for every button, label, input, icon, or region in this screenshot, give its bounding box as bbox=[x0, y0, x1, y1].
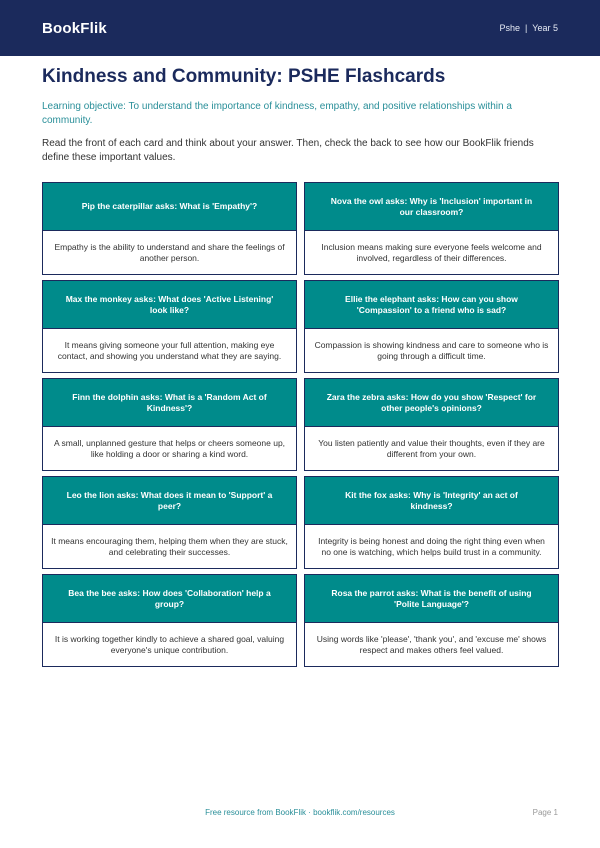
meta-separator: | bbox=[524, 23, 528, 33]
flashcard[interactable] bbox=[304, 280, 559, 373]
flashcard[interactable] bbox=[304, 378, 559, 471]
flashcard[interactable] bbox=[42, 182, 297, 275]
flashcard-back: It is working together kindly to achieve a shared goal, valuing everyone's unique contribution. bbox=[43, 622, 296, 666]
brand-logo[interactable]: BookFlik bbox=[42, 19, 107, 37]
flashcard-back: Compassion is showing kindness and care to someone who is going through a difficult time. bbox=[305, 328, 558, 372]
footer-resource-link[interactable]: Free resource from BookFlik · bookflik.com/resources bbox=[205, 808, 395, 817]
subject-year-meta bbox=[499, 23, 558, 33]
flashcard-back: Inclusion means making sure everyone feels welcome and involved, regardless of their differences. bbox=[305, 230, 558, 274]
flashcard-front: Finn the dolphin asks: What is a 'Random Act of Kindness'? bbox=[43, 379, 296, 426]
flashcard-front: Max the monkey asks: What does 'Active Listening' look like? bbox=[43, 281, 296, 328]
flashcard-front: Bea the bee asks: How does 'Collaboration' help a group? bbox=[43, 575, 296, 622]
learning-objective: Learning objective: To understand the importance of kindness, empathy, and positive relationships within a community. bbox=[42, 101, 512, 126]
top-bar bbox=[0, 0, 600, 56]
flashcard-front: Ellie the elephant asks: How can you show 'Compassion' to a friend who is sad? bbox=[305, 281, 558, 328]
flashcard[interactable] bbox=[42, 574, 297, 667]
flashcard-front: Rosa the parrot asks: What is the benefit of using 'Polite Language'? bbox=[305, 575, 558, 622]
flashcard-front: Pip the caterpillar asks: What is 'Empathy'? bbox=[43, 183, 296, 230]
flashcard-back: It means giving someone your full attention, making eye contact, and showing you understand what they are saying. bbox=[43, 328, 296, 372]
flashcard[interactable] bbox=[304, 476, 559, 569]
flashcard[interactable] bbox=[42, 476, 297, 569]
flashcard-back: You listen patiently and value their thoughts, even if they are different from your own. bbox=[305, 426, 558, 470]
flashcard-back: A small, unplanned gesture that helps or cheers someone up, like holding a door or sharing a kind word. bbox=[43, 426, 296, 470]
flashcard-back: It means encouraging them, helping them when they are stuck, and celebrating their successes. bbox=[43, 524, 296, 568]
flashcard[interactable] bbox=[42, 280, 297, 373]
page-title: Kindness and Community: PSHE Flashcards bbox=[42, 66, 446, 87]
flashcard-back: Empathy is the ability to understand and share the feelings of another person. bbox=[43, 230, 296, 274]
page-number: Page 1 bbox=[532, 808, 558, 817]
intro-text: Read the front of each card and think about your answer. Then, check the back to see how our BookFlik friends define these important values. bbox=[42, 138, 534, 163]
flashcard-back: Using words like 'please', 'thank you', and 'excuse me' shows respect and makes others feel valued. bbox=[305, 622, 558, 666]
flashcard-front: Nova the owl asks: Why is 'Inclusion' important in our classroom? bbox=[305, 183, 558, 230]
flashcard[interactable] bbox=[42, 378, 297, 471]
flashcard[interactable] bbox=[304, 182, 559, 275]
subject-label: Pshe bbox=[499, 23, 520, 33]
flashcard-front: Zara the zebra asks: How do you show 'Respect' for other people's opinions? bbox=[305, 379, 558, 426]
year-label: Year 5 bbox=[532, 23, 558, 33]
flashcard-front: Leo the lion asks: What does it mean to 'Support' a peer? bbox=[43, 477, 296, 524]
flashcard-front: Kit the fox asks: Why is 'Integrity' an act of kindness? bbox=[305, 477, 558, 524]
flashcard-back: Integrity is being honest and doing the right thing even when no one is watching, which helps build trust in a community. bbox=[305, 524, 558, 568]
flashcard[interactable] bbox=[304, 574, 559, 667]
